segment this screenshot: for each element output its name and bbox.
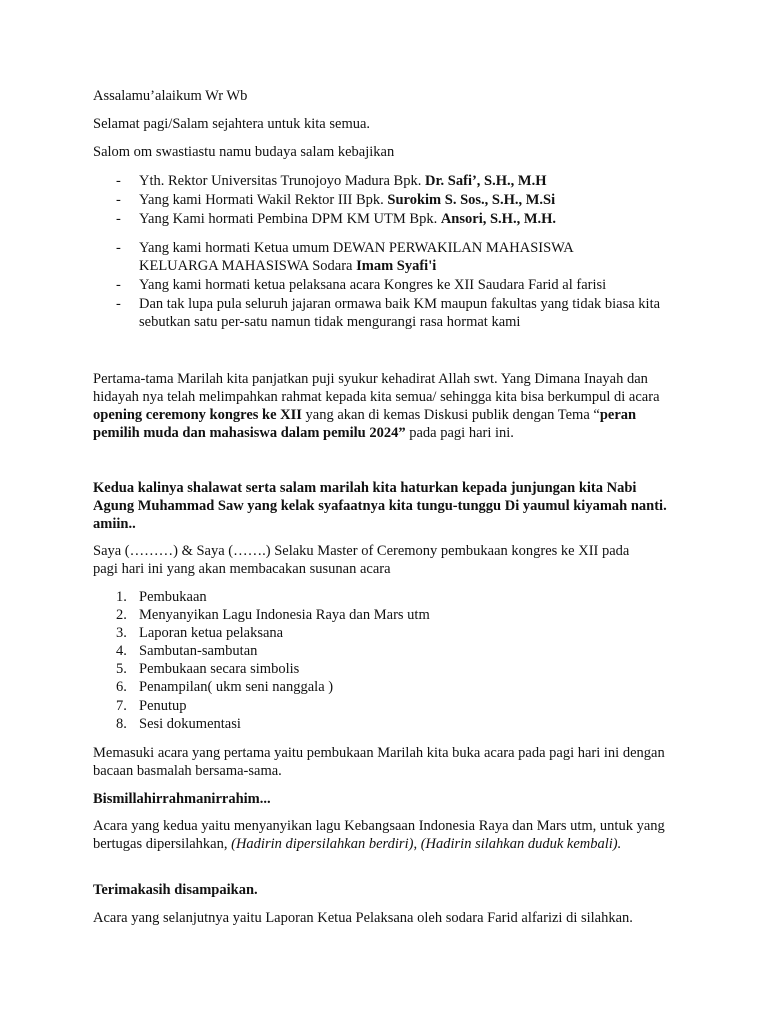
agenda-item: Menyanyikan Lagu Indonesia Raya dan Mars utm	[139, 607, 430, 623]
list-item: Yang kami hormati Ketua umum DEWAN PERWAKILAN MAHASISWA KELUARGA MAHASISWA Sodara Imam Syafi'i	[139, 240, 573, 274]
agenda-number: 8.	[116, 716, 127, 732]
opening-paragraph: Pertama-tama Marilah kita panjatkan puji syukur kehadirat Allah swt. Yang Dimana Inayah dan hidayah nya telah melimpahkan rahmat kepada kita semua/ sehingga kita bisa berkumpul di acara opening ceremony kongres ke XII yang akan di kemas Diskusi publik dengan Tema “peran pemilih muda dan mahasiswa dalam pemilu 2024” pada pagi hari ini.	[93, 371, 660, 441]
agenda-item: Sambutan-sambutan	[139, 643, 258, 659]
agenda-item: Pembukaan	[139, 589, 207, 605]
agenda-number: 2.	[116, 607, 127, 623]
agenda-number: 1.	[116, 589, 127, 605]
list-item: Yth. Rektor Universitas Trunojoyo Madura Bpk. Dr. Safi’, S.H., M.H	[139, 173, 547, 189]
agenda-item: Penutup	[139, 698, 187, 714]
thanks-line: Terimakasih disampaikan.	[93, 882, 258, 898]
basmalah-line: Bismillahirrahmanirrahim...	[93, 791, 271, 807]
list-item: Yang Kami hormati Pembina DPM KM UTM Bpk. Ansori, S.H., M.H.	[139, 211, 557, 227]
agenda-item: Laporan ketua pelaksana	[139, 625, 284, 641]
list-item: Yang kami hormati ketua pelaksana acara Kongres ke XII Saudara Farid al farisi	[139, 277, 607, 293]
agenda-number: 7.	[116, 698, 127, 714]
second-event-paragraph: Acara yang kedua yaitu menyanyikan lagu Kebangsaan Indonesia Raya dan Mars utm, untuk yang bertugas dipersilahkan, (Hadirin dipersilahkan berdiri), (Hadirin silahkan duduk kembali).	[93, 818, 665, 852]
greeting-line: Assalamu’alaikum Wr Wb	[93, 88, 248, 104]
agenda-item: Penampilan( ukm seni nanggala )	[139, 679, 334, 695]
mc-intro-paragraph: Saya (………) & Saya (…….) Selaku Master of Ceremony pembukaan kongres ke XII pada pagi hari ini yang akan membacakan susunan acara	[93, 543, 630, 577]
agenda-number: 4.	[116, 643, 127, 659]
list-dash: -	[116, 296, 121, 312]
list-dash: -	[116, 192, 121, 208]
greeting-line: Selamat pagi/Salam sejahtera untuk kita semua.	[93, 116, 371, 132]
first-event-paragraph: Memasuki acara yang pertama yaitu pembukaan Marilah kita buka acara pada pagi hari ini dengan bacaan basmalah bersama-sama.	[93, 745, 665, 779]
greeting-line: Salom om swastiastu namu budaya salam kebajikan	[93, 144, 395, 160]
agenda-number: 3.	[116, 625, 127, 641]
next-event-paragraph: Acara yang selanjutnya yaitu Laporan Ketua Pelaksana oleh sodara Farid alfarizi di silahkan.	[93, 910, 633, 926]
list-dash: -	[116, 173, 121, 189]
shalawat-paragraph: Kedua kalinya shalawat serta salam marilah kita haturkan kepada junjungan kita Nabi Agung Muhammad Saw yang kelak syafaatnya kita tungu-tunggu Di yaumul kiyamah nanti. amiin..	[93, 480, 667, 532]
list-dash: -	[116, 211, 121, 227]
agenda-item: Sesi dokumentasi	[139, 716, 241, 732]
agenda-number: 5.	[116, 661, 127, 677]
list-dash: -	[116, 240, 121, 256]
list-item: Yang kami Hormati Wakil Rektor III Bpk. Surokim S. Sos., S.H., M.Si	[139, 192, 556, 208]
list-item: Dan tak lupa pula seluruh jajaran ormawa baik KM maupun fakultas yang tidak biasa kita sebutkan satu per-satu namun tidak mengurangi rasa hormat kami	[139, 296, 661, 330]
list-dash: -	[116, 277, 121, 293]
agenda-number: 6.	[116, 679, 127, 695]
agenda-item: Pembukaan secara simbolis	[139, 661, 300, 677]
